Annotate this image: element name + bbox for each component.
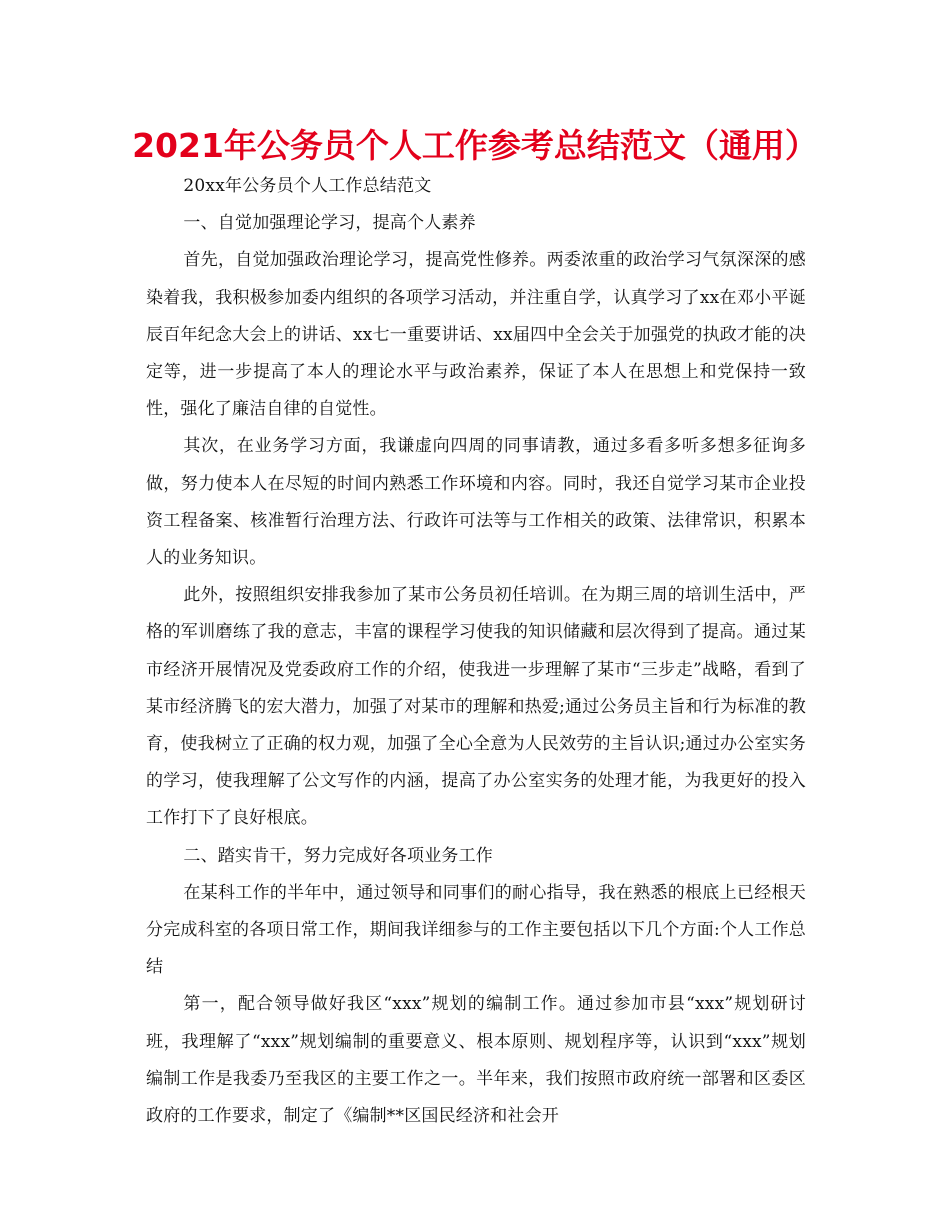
paragraph: 第一，配合领导做好我区“xxx”规划的编制工作。通过参加市县“xxx”规划研讨班，我理解了“xxx”规划编制的重要意义、根本原则、规划程序等，认识到“xxx”规划编制工作是我委乃至我区的主要工作之一。半年来，我们按照市政府统一部署和区委区政府的工作要求，制定了《编制**区国民经济和社会开	[146, 994, 806, 1127]
paragraph-section-heading-1: 一、自觉加强理论学习，提高个人素养	[183, 213, 476, 234]
paragraph: 在某科工作的半年中，通过领导和同事们的耐心指导，我在熟悉的根底上已经根天分完成科室的各项日常工作，期间我详细参与的工作主要包括以下几个方面:个人工作总结	[146, 882, 806, 978]
paragraph-section-heading-2: 二、踏实肯干，努力完成好各项业务工作	[183, 845, 493, 866]
paragraph-subtitle: 20xx年公务员个人工作总结范文	[183, 176, 432, 196]
paragraph: 首先，自觉加强政治理论学习，提高党性修养。两委浓重的政治学习气氛深深的感染着我，我积极参加委内组织的各项学习活动，并注重自学，认真学习了xx在邓小平诞辰百年纪念大会上的讲话、xx七一重要讲话、xx届四中全会关于加强党的执政才能的决定等，进一步提高了本人的理论水平与政治素养，保证了本人在思想上和党保持一致性，强化了廉洁自律的自觉性。	[146, 250, 806, 420]
document-body	[146, 168, 806, 1135]
paragraph: 其次，在业务学习方面，我谦虚向四周的同事请教，通过多看多听多想多征询多做，努力使本人在尽短的时间内熟悉工作环境和内容。同时，我还自觉学习某市企业投资工程备案、核准暂行治理方法、行政许可法等与工作相关的政策、法律常识，积累本人的业务知识。	[146, 436, 806, 569]
paragraph: 此外，按照组织安排我参加了某市公务员初任培训。在为期三周的培训生活中，严格的军训磨练了我的意志，丰富的课程学习使我的知识储藏和层次得到了提高。通过某市经济开展情况及党委政府工作的介绍，使我进一步理解了某市“三步走”战略，看到了某市经济腾飞的宏大潜力，加强了对某市的理解和热爱;通过公务员主旨和行为标准的教育，使我树立了正确的权力观，加强了全心全意为人民效劳的主旨认识;通过办公室实务的学习，使我理解了公文写作的内涵，提高了办公室实务的处理才能，为我更好的投入工作打下了良好根底。	[146, 585, 806, 829]
document-title: 2021年公务员个人工作参考总结范文（通用）	[132, 126, 818, 165]
